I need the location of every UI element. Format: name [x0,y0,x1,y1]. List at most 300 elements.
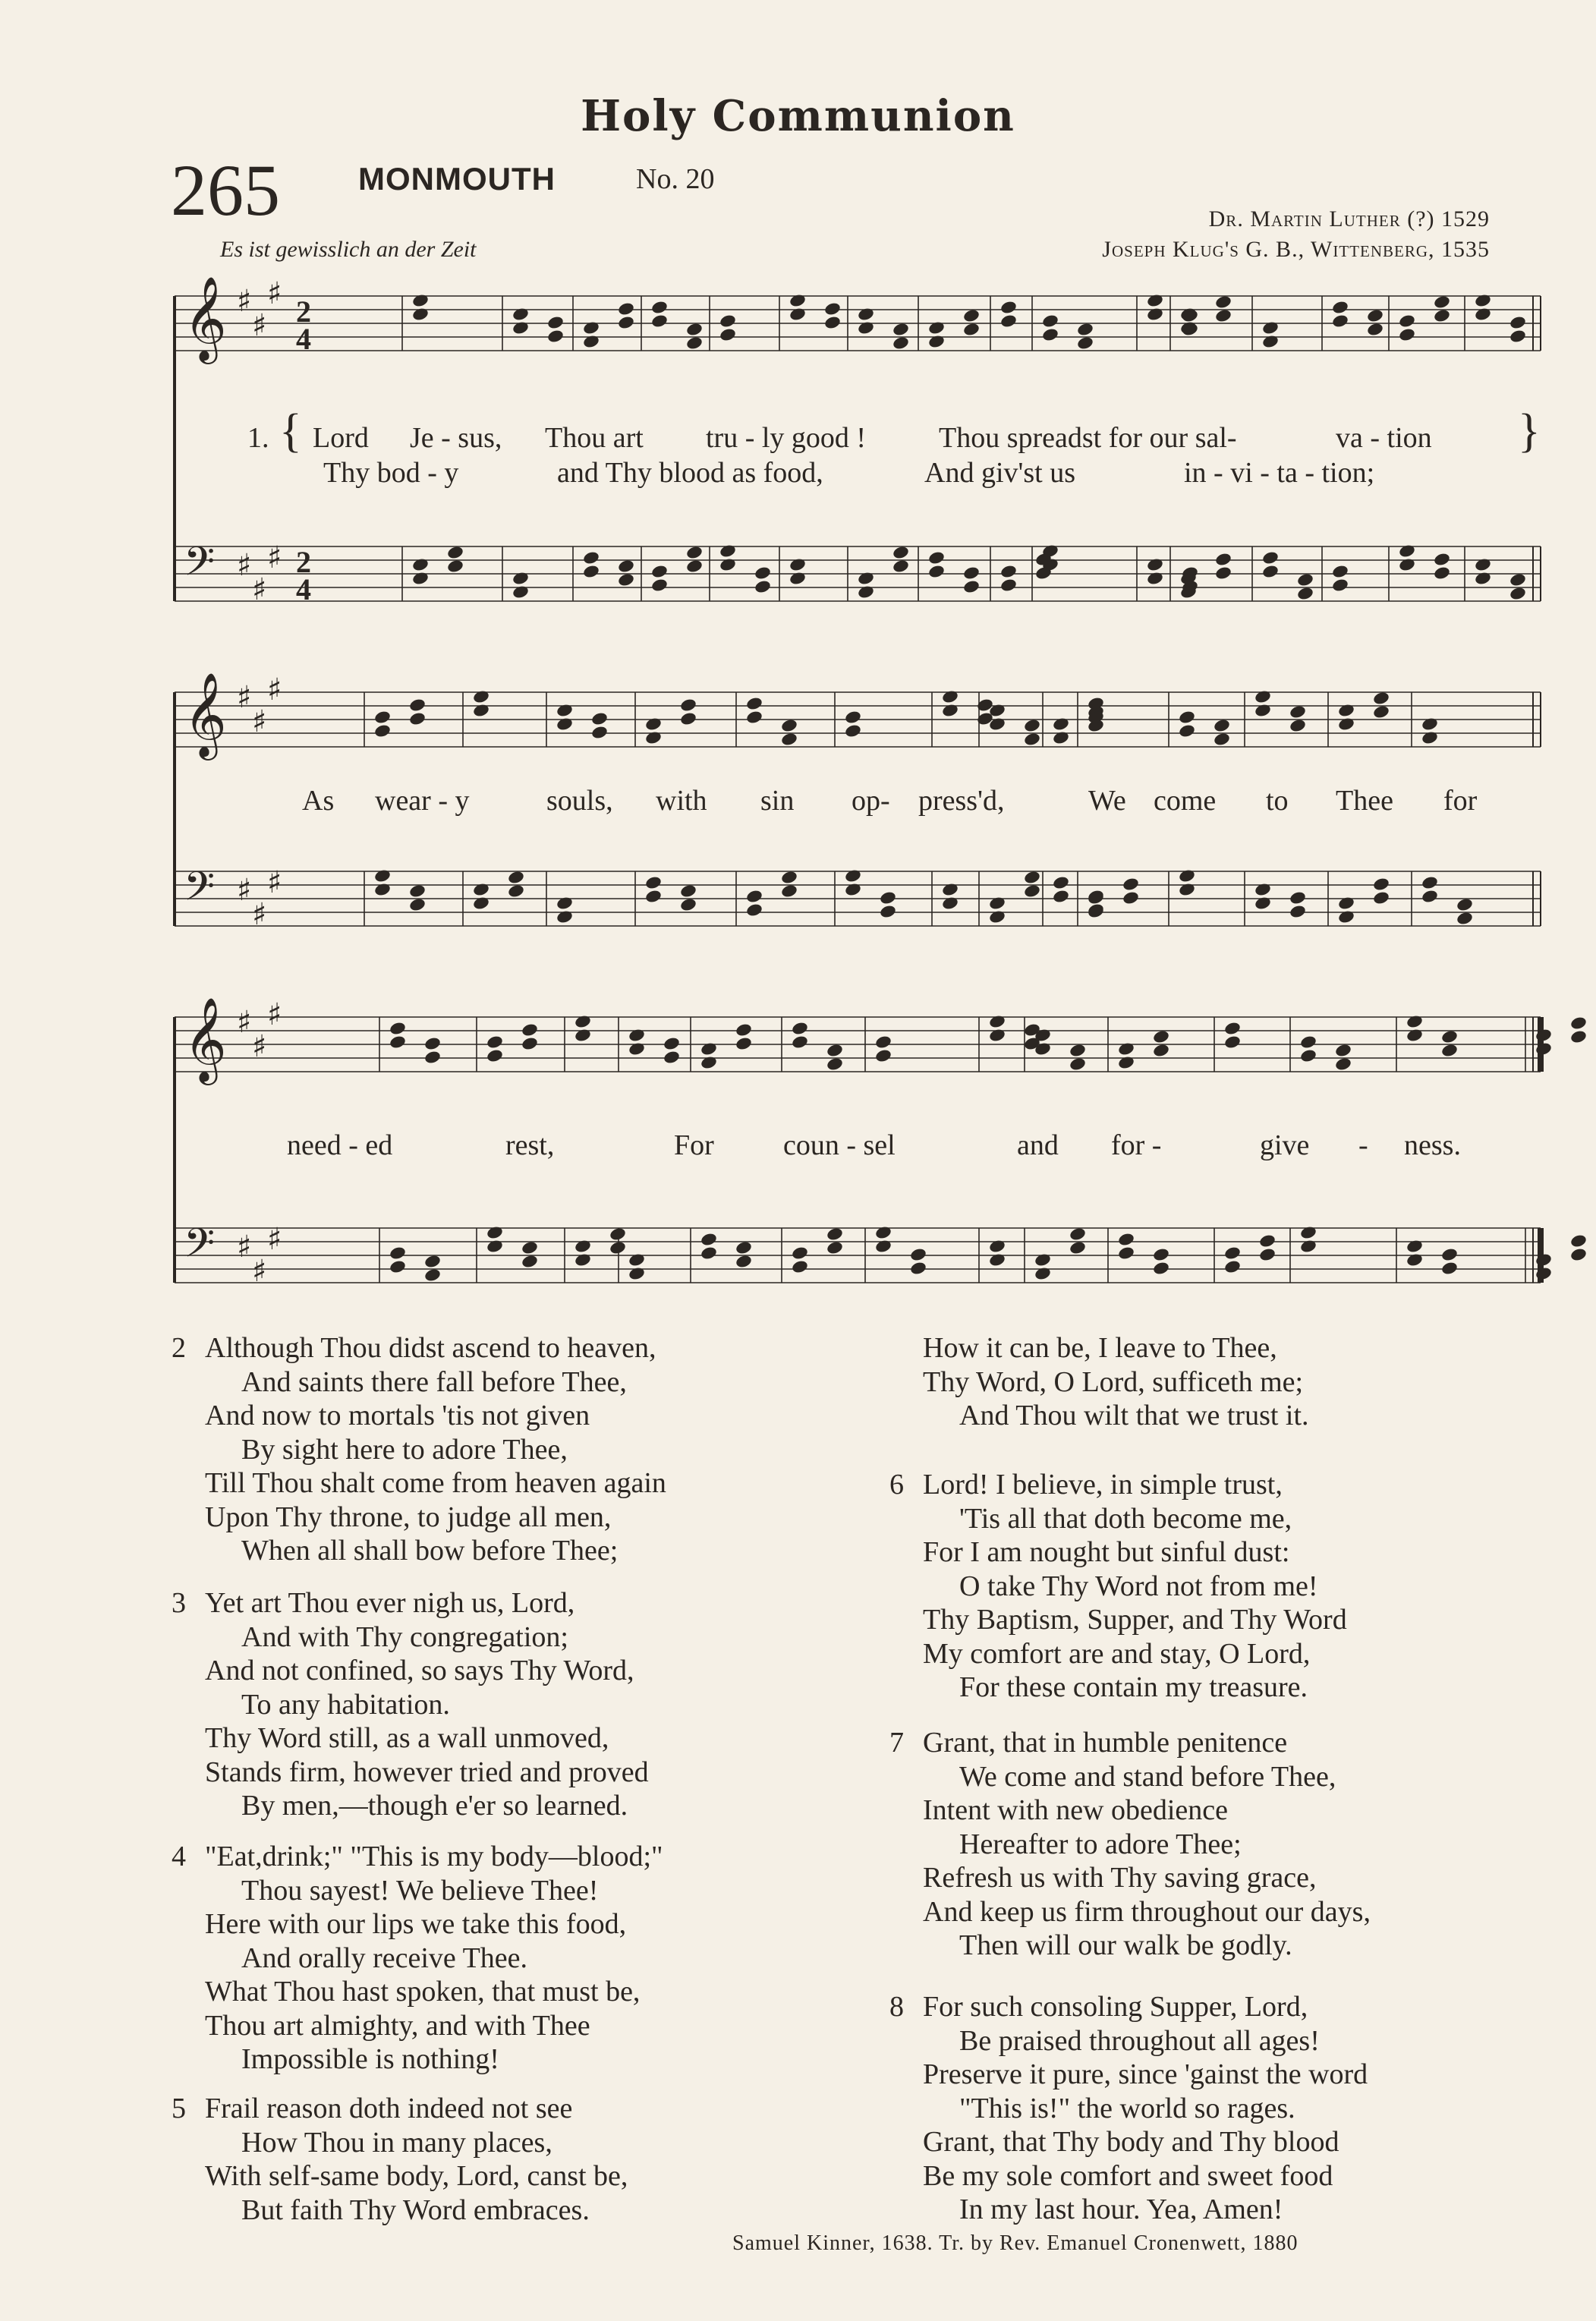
notehead [879,890,897,905]
notehead [789,557,807,572]
original-first-line: Es ist gewisslich an der Zeit [220,237,477,262]
notehead [1509,329,1527,344]
notehead [780,870,798,885]
notehead [1296,586,1314,601]
sharp-icon: ♯ [252,308,267,343]
verse-2 [172,1331,666,1568]
lyric-s1-l1-w5: Thou spreadst for our sal- [939,422,1237,454]
notehead [679,883,697,899]
notehead [590,711,609,726]
verse-line: But faith Thy Word embraces. [241,2193,590,2226]
notehead [546,315,565,330]
sharp-icon: ♯ [237,284,252,319]
notehead [507,870,525,885]
lyric-s1-l1-w4: tru - ly good ! [706,422,867,454]
notehead [373,723,392,738]
notehead [512,320,530,335]
verse-line: Preserve it pure, since 'gainst the word [923,2058,1368,2090]
notehead [1117,1041,1135,1057]
notehead [1474,307,1492,322]
verse-line: Then will our walk be godly. [959,1929,1292,1961]
notehead [962,579,981,594]
notehead [411,307,430,322]
lyric-s3-w1: need - ed [287,1129,393,1161]
notehead [826,1043,844,1058]
notehead [556,703,574,718]
lyric-s2-w10: to [1266,785,1289,817]
notehead [1337,716,1355,732]
verse-line: Here with our lips we take this food, [205,1908,627,1940]
translation-credit: Samuel Kinner, 1638. Tr. by Rev. Emanuel Cronenwett, 1880 [732,2231,1299,2255]
notehead [1152,1043,1170,1058]
notehead [574,1028,592,1043]
verse-line: And Thou wilt that we trust it. [959,1400,1309,1431]
verse-line: Lord! I believe, in simple trust, [923,1469,1283,1501]
notehead [791,1259,809,1274]
notehead [879,904,897,919]
notehead [1122,890,1140,905]
notehead [1421,716,1439,732]
lyric-s2-w2: wear - y [375,785,470,817]
notehead [685,559,704,574]
verse-line: Stands firm, however tried and proved [205,1756,649,1788]
notehead [685,545,704,560]
verse-5 [172,2092,628,2227]
notehead [1023,883,1041,899]
verse-line: By men,—though e'er so learned. [241,1790,628,1822]
notehead [909,1261,927,1276]
verse-line: In my last hour. Yea, Amen! [959,2193,1283,2225]
notehead [1289,904,1307,919]
lyric-s2-w12: for [1443,785,1478,817]
lyric-s2-w5: sin [760,785,795,817]
notehead [486,1225,504,1240]
notehead [423,1050,442,1065]
notehead [791,1021,809,1036]
notehead [644,730,663,745]
notehead [909,1247,927,1262]
notehead [644,889,663,904]
verse-line: For such consoling Supper, Lord, [923,1991,1308,2023]
notehead [999,313,1018,329]
notehead [1213,732,1231,747]
notehead [1433,308,1451,323]
sharp-icon: ♯ [237,873,252,908]
verse-line: Impossible is nothing! [241,2043,499,2075]
notehead [1076,335,1094,351]
notehead [590,725,609,740]
notehead [411,293,430,308]
notehead [1440,1029,1459,1044]
notehead [1372,890,1390,905]
notehead [446,559,464,574]
notehead [609,1240,627,1255]
verse-line: And saints there fall before Thee, [241,1365,627,1398]
notehead [892,322,910,337]
verse-number-1: 1. [247,422,269,454]
notehead [1023,718,1041,733]
notehead [1023,870,1041,885]
verse-line: Refresh us with Thy saving grace, [923,1862,1317,1894]
notehead [941,703,959,718]
notehead [1069,1240,1087,1255]
verse-number: 5 [172,2093,186,2124]
notehead [1178,882,1196,897]
notehead [1254,882,1272,897]
notehead [1178,868,1196,883]
notehead [1474,571,1492,586]
notehead [507,883,525,899]
notehead [1406,1028,1424,1043]
notehead [1254,896,1272,911]
verse-line: By sight here to adore Thee, [241,1433,568,1466]
notehead [389,1035,407,1050]
treble-clef-icon: 𝄞 [184,276,227,361]
notehead [574,1014,592,1029]
notehead [521,1022,539,1038]
verse-line: O take Thy Word not from me! [959,1570,1318,1602]
notehead [1331,300,1349,315]
notehead [1299,1035,1317,1050]
verse-line: Grant, that Thy body and Thy blood [923,2126,1339,2158]
notehead [962,322,981,337]
notehead [389,1246,407,1261]
notehead [1214,565,1232,581]
notehead [745,710,763,725]
lyric-s2-w4: with [656,785,707,817]
notehead [1440,1261,1459,1276]
notehead [423,1036,442,1051]
verse-7 [889,1726,1371,1963]
notehead [556,909,574,924]
notehead [685,322,704,337]
verse-number: 4 [172,1841,186,1872]
notehead [789,293,807,308]
notehead [1122,877,1140,892]
notehead [844,868,862,883]
verse-line: "Eat,drink;" "This is my body—blood;" [205,1841,663,1872]
lyric-s3-w9: ness. [1404,1129,1461,1161]
notehead [745,902,763,918]
notehead [679,698,697,713]
verse-line: Thou sayest! We believe Thee! [241,1874,599,1907]
tune-name: MONMOUTH [358,161,556,197]
notehead [1214,552,1232,567]
notehead [1258,1233,1276,1249]
notehead [1421,875,1439,890]
notehead [521,1240,539,1255]
verse-line: And orally receive Thee. [241,1942,528,1974]
notehead [1535,1028,1553,1043]
notehead [389,1259,407,1274]
section-title: Holy Communion [581,91,1015,141]
notehead [791,1035,809,1050]
notehead [617,315,635,330]
notehead [1223,1035,1242,1050]
notehead [988,1014,1006,1029]
notehead [735,1022,753,1038]
notehead [1440,1043,1459,1058]
notehead [844,882,862,897]
verse-line: Thy Word, O Lord, sufficeth me; [923,1365,1304,1398]
notehead [1034,1266,1052,1281]
verse-line: And keep us firm throughout our days, [923,1895,1371,1928]
verse-number: 3 [172,1587,186,1619]
notehead [617,559,635,574]
notehead [1289,704,1307,720]
verse-line: Thy Word still, as a wall unmoved, [205,1722,609,1754]
notehead [411,571,430,586]
time-signature-top: 2 [296,294,311,329]
verse-line: Frail reason doth indeed not see [205,2093,573,2124]
notehead [1366,322,1384,337]
verse-8 [889,1990,1368,2227]
notehead [617,301,635,316]
notehead [874,1035,892,1050]
notehead [486,1239,504,1254]
notehead [1372,877,1390,892]
notehead [988,1239,1006,1254]
notehead [628,1252,646,1268]
notehead [823,301,842,316]
notehead [1299,1048,1317,1063]
notehead [512,571,530,586]
lyric-brace-left: { [279,405,302,457]
notehead [446,545,464,560]
notehead [1069,1043,1087,1058]
notehead [1041,313,1059,329]
notehead [1372,704,1390,720]
verse-line: How Thou in many places, [241,2126,552,2159]
notehead [791,1246,809,1261]
notehead [874,1048,892,1063]
notehead [408,698,427,713]
notehead [1474,293,1492,308]
verse-line: And now to mortals 'tis not given [205,1400,590,1431]
notehead [1569,1016,1588,1031]
lyric-s1-l1-w2: Je - sus, [410,422,502,454]
lyric-s1-l2-w4: in - vi - ta - tion; [1184,457,1375,489]
notehead [927,320,946,335]
verse-number: 6 [889,1469,904,1501]
lyric-s3-w3: For [674,1129,714,1161]
notehead [1254,703,1272,718]
notehead [650,313,669,329]
notehead [486,1048,504,1063]
notehead [700,1055,718,1070]
sharp-icon: ♯ [237,1230,252,1264]
notehead [512,584,530,600]
notehead [780,732,798,747]
notehead [1213,718,1231,733]
notehead [1069,1227,1087,1242]
time-signature-top: 2 [296,545,311,579]
notehead [789,571,807,586]
notehead [617,572,635,587]
notehead [1152,1247,1170,1262]
verse-3 [172,1586,649,1823]
verse-line: We come and stand before Thee, [959,1760,1336,1793]
bass-clef-icon: 𝄢 [184,539,216,595]
notehead [874,1239,892,1254]
notehead [1214,308,1232,323]
notehead [941,689,959,704]
verse-line: When all shall bow before Thee; [241,1535,619,1567]
notehead [1117,1232,1135,1247]
notehead [1117,1055,1135,1070]
notehead [1535,1041,1553,1057]
verse-5-continued [923,1331,1309,1433]
notehead [780,718,798,733]
notehead [546,329,565,344]
lyric-s2-w11: Thee [1336,785,1393,817]
notehead [1146,307,1164,322]
verse-line: Thy Baptism, Supper, and Thy Word [923,1604,1347,1636]
verse-line: Hereafter to adore Thee; [959,1828,1242,1860]
notehead [1406,1014,1424,1029]
notehead [1331,564,1349,579]
verse-number: 2 [172,1332,186,1364]
notehead [927,564,946,579]
notehead [373,868,392,883]
notehead [988,909,1006,924]
verse-line: What Thou hast spoken, that must be, [205,1976,641,2008]
notehead [719,327,737,342]
notehead [679,897,697,912]
notehead [650,564,669,579]
lyric-s3-w4: coun - sel [783,1129,896,1161]
notehead [556,716,574,732]
lyric-s2-w8: We [1088,785,1126,817]
notehead [1398,327,1416,342]
notehead [1398,543,1416,559]
notehead [962,565,981,581]
notehead [844,710,862,725]
notehead [472,689,490,704]
notehead [1406,1252,1424,1268]
notehead [1254,689,1272,704]
notehead [988,1028,1006,1043]
notehead [373,882,392,897]
notehead [1223,1259,1242,1274]
sharp-icon: ♯ [267,276,282,311]
notehead [574,1252,592,1268]
notehead [1076,322,1094,337]
verse-line: And not confined, so says Thy Word, [205,1655,634,1686]
verse-line: "This is!" the world so rages. [959,2092,1295,2124]
sharp-icon: ♯ [237,1005,252,1040]
notehead [1152,1029,1170,1044]
notehead [857,307,875,322]
sharp-icon: ♯ [237,548,252,583]
verse-line: 'Tis all that doth become me, [959,1502,1292,1535]
notehead [1223,1246,1242,1261]
notehead [373,710,392,725]
bass-clef-icon: 𝄢 [184,1220,216,1277]
notehead [735,1240,753,1255]
verse-6 [889,1468,1347,1705]
notehead [745,889,763,904]
notehead [609,1227,627,1242]
notehead [1178,723,1196,738]
notehead [1398,557,1416,572]
notehead [1421,889,1439,904]
notehead [1052,716,1070,732]
notehead [1179,307,1198,322]
notehead [1337,703,1355,718]
notehead [685,335,704,351]
notehead [556,896,574,911]
notehead [472,882,490,897]
verse-line: Be my sole comfort and sweet food [923,2159,1333,2192]
notehead [389,1021,407,1036]
notehead [521,1254,539,1269]
notehead [826,1057,844,1072]
sharp-icon: ♯ [267,1222,282,1257]
notehead [735,1036,753,1051]
notehead [628,1028,646,1043]
notehead [1334,1057,1352,1072]
notehead [679,711,697,726]
verse-line: And with Thy congregation; [241,1620,568,1653]
notehead [1331,578,1349,593]
sharp-icon: ♯ [267,865,282,900]
notehead [1146,571,1164,586]
notehead [1421,730,1439,745]
notehead [941,896,959,911]
source-credit: Joseph Klug's G. B., Wittenberg, 1535 [1102,237,1490,262]
notehead [1261,550,1280,565]
notehead [719,313,737,329]
notehead [1366,308,1384,323]
notehead [999,300,1018,315]
verse-line: My comfort are and stay, O Lord, [923,1637,1311,1670]
notehead [1569,1233,1588,1249]
verse-line: Yet art Thou ever nigh us, Lord, [205,1587,575,1619]
notehead [874,1225,892,1240]
notehead [927,334,946,349]
notehead [1179,320,1198,335]
notehead [628,1266,646,1281]
notehead [1372,691,1390,706]
notehead [1052,730,1070,745]
sharp-icon: ♯ [267,540,282,575]
verse-number: 7 [889,1727,904,1759]
notehead [644,875,663,890]
notehead [1146,293,1164,308]
lyric-s1-l1-w1: Lord [313,422,369,454]
notehead [857,584,875,600]
notehead [644,716,663,732]
verse-line: Although Thou didst ascend to heaven, [205,1332,656,1364]
notehead [1146,557,1164,572]
notehead [700,1246,718,1261]
notehead [1474,557,1492,572]
bass-clef-icon: 𝄢 [184,864,216,920]
notehead [582,550,600,565]
notehead [1261,334,1280,349]
verse-number: 8 [889,1991,904,2023]
notehead [1433,294,1451,310]
notehead [472,703,490,718]
notehead [582,564,600,579]
notehead [1433,565,1451,581]
notehead [857,320,875,335]
notehead [735,1254,753,1269]
notehead [1337,896,1355,911]
notehead [1334,1043,1352,1058]
notehead [892,559,910,574]
